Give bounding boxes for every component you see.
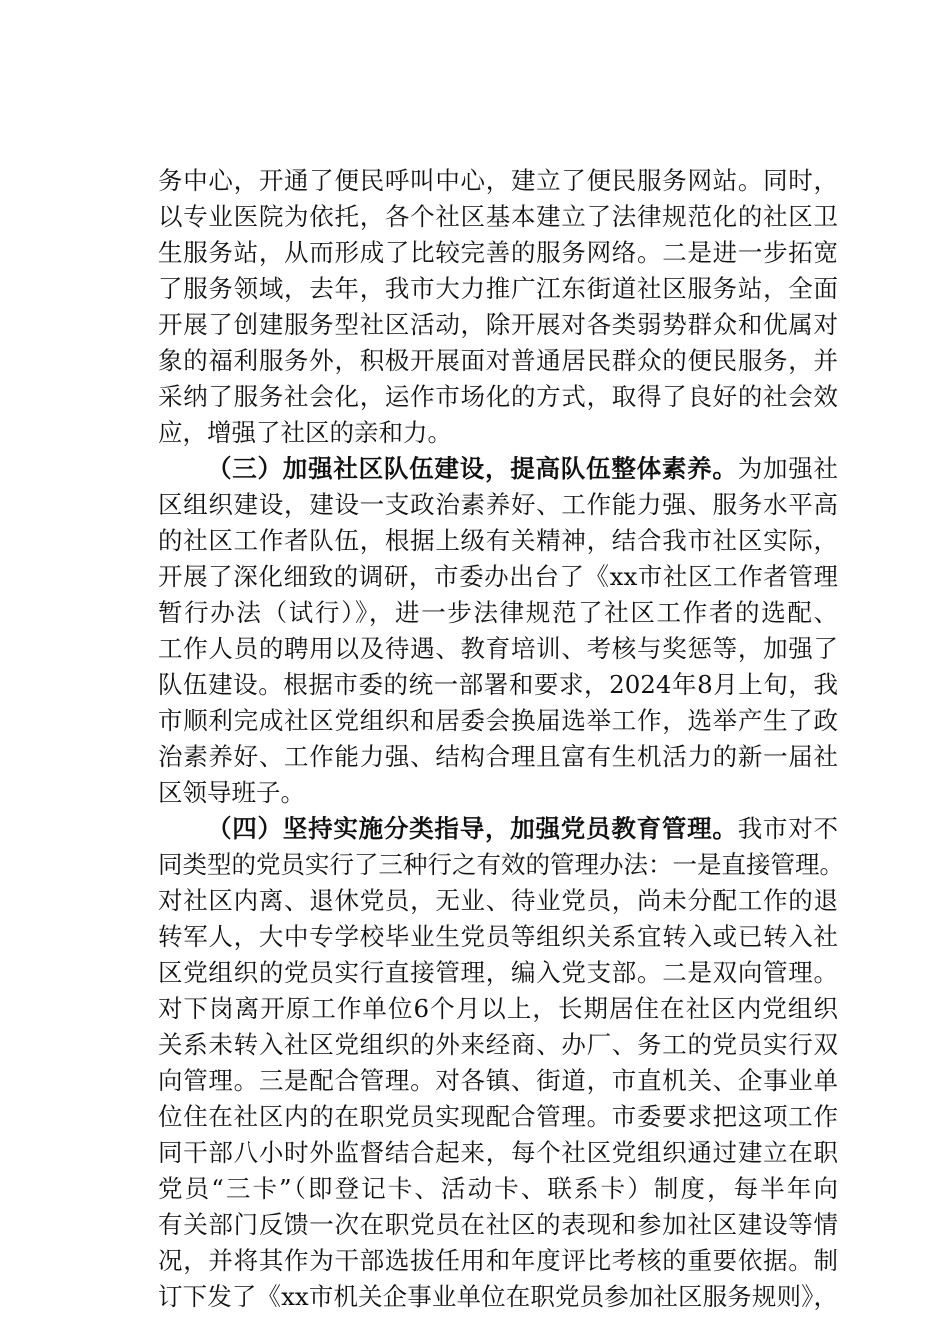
- text-line: 队伍建设。根据市委的统一部署和要求，2024年8月上旬，我: [158, 670, 838, 699]
- text-line: 区组织建设，建设一支政治素养好、工作能力强、服务水平高: [158, 490, 838, 519]
- text-line: 转军人，大中专学校毕业生党员等组织关系宜转入或已转入社: [158, 922, 838, 951]
- text-line: 党员“三卡”（即登记卡、活动卡、联系卡）制度，每半年向: [158, 1174, 838, 1203]
- paragraph-first-line: [158, 451, 838, 487]
- text-line: 有关部门反馈一次在职党员在社区的表现和参加社区建设等情: [158, 1210, 838, 1239]
- paragraph-first-line: [158, 811, 838, 847]
- text-line: 以专业医院为依托，各个社区基本建立了法律规范化的社区卫: [158, 202, 838, 231]
- text-line: 采纳了服务社会化，运作市场化的方式，取得了良好的社会效: [158, 382, 838, 411]
- text-line: 关系未转入社区党组织的外来经商、办厂、务工的党员实行双: [158, 1030, 838, 1059]
- text-line: 市顺利完成社区党组织和居委会换届选举工作，选举产生了政: [158, 706, 838, 735]
- section-heading-3: （三）加强社区队伍建设，提高队伍整体素养。: [207, 454, 738, 483]
- text-line: 况，并将其作为干部选拔任用和年度评比考核的重要依据。制: [158, 1246, 838, 1275]
- text-line: 位住在社区内的在职党员实现配合管理。市委要求把这项工作: [158, 1102, 838, 1131]
- text-line: 工作人员的聘用以及待遇、教育培训、考核与奖惩等，加强了: [158, 634, 838, 663]
- text-line: 对下岗离开原工作单位6个月以上，长期居住在社区内党组织: [158, 994, 838, 1023]
- text-line: 应，增强了社区的亲和力。: [158, 418, 452, 447]
- text-run: 我市对不: [737, 814, 838, 843]
- paragraph-party-member-management: [158, 811, 844, 1315]
- text-line: 暂行办法（试行）》，进一步法律规范了社区工作者的选配、: [158, 598, 838, 627]
- text-line: 区领导班子。: [158, 778, 305, 807]
- paragraph-team-building: [158, 451, 838, 811]
- section-heading-4: （四）坚持实施分类指导，加强党员教育管理。: [207, 814, 738, 843]
- text-line: 开展了深化细致的调研，市委办出台了《xx市社区工作者管理: [158, 562, 838, 591]
- text-line: 同干部八小时外监督结合起来，每个社区党组织通过建立在职: [158, 1138, 838, 1167]
- text-line: 的社区工作者队伍，根据上级有关精神，结合我市社区实际，: [158, 526, 838, 555]
- text-line: 治素养好、工作能力强、结构合理且富有生机活力的新一届社: [158, 742, 838, 771]
- text-line: 订下发了《xx市机关企事业单位在职党员参加社区服务规则》，: [158, 1282, 838, 1311]
- text-line: 向管理。三是配合管理。对各镇、街道，市直机关、企事业单: [158, 1066, 838, 1095]
- text-run: 为加强社: [737, 454, 838, 483]
- document-page: [158, 163, 844, 1315]
- text-line: 同类型的党员实行了三种行之有效的管理办法：一是直接管理。: [158, 850, 844, 879]
- text-line: 对社区内离、退休党员，无业、待业党员，尚未分配工作的退: [158, 886, 838, 915]
- text-line: 区党组织的党员实行直接管理，编入党支部。二是双向管理。: [158, 958, 838, 987]
- text-line: 生服务站，从而形成了比较完善的服务网络。二是进一步拓宽: [158, 238, 838, 267]
- paragraph-service-network: [158, 163, 838, 451]
- text-line: 了服务领域，去年，我市大力推广江东街道社区服务站，全面: [158, 274, 838, 303]
- text-line: 象的福利服务外，积极开展面对普通居民群众的便民服务，并: [158, 346, 838, 375]
- text-line: 务中心，开通了便民呼叫中心，建立了便民服务网站。同时，: [158, 166, 838, 195]
- text-line: 开展了创建服务型社区活动，除开展对各类弱势群众和优属对: [158, 310, 838, 339]
